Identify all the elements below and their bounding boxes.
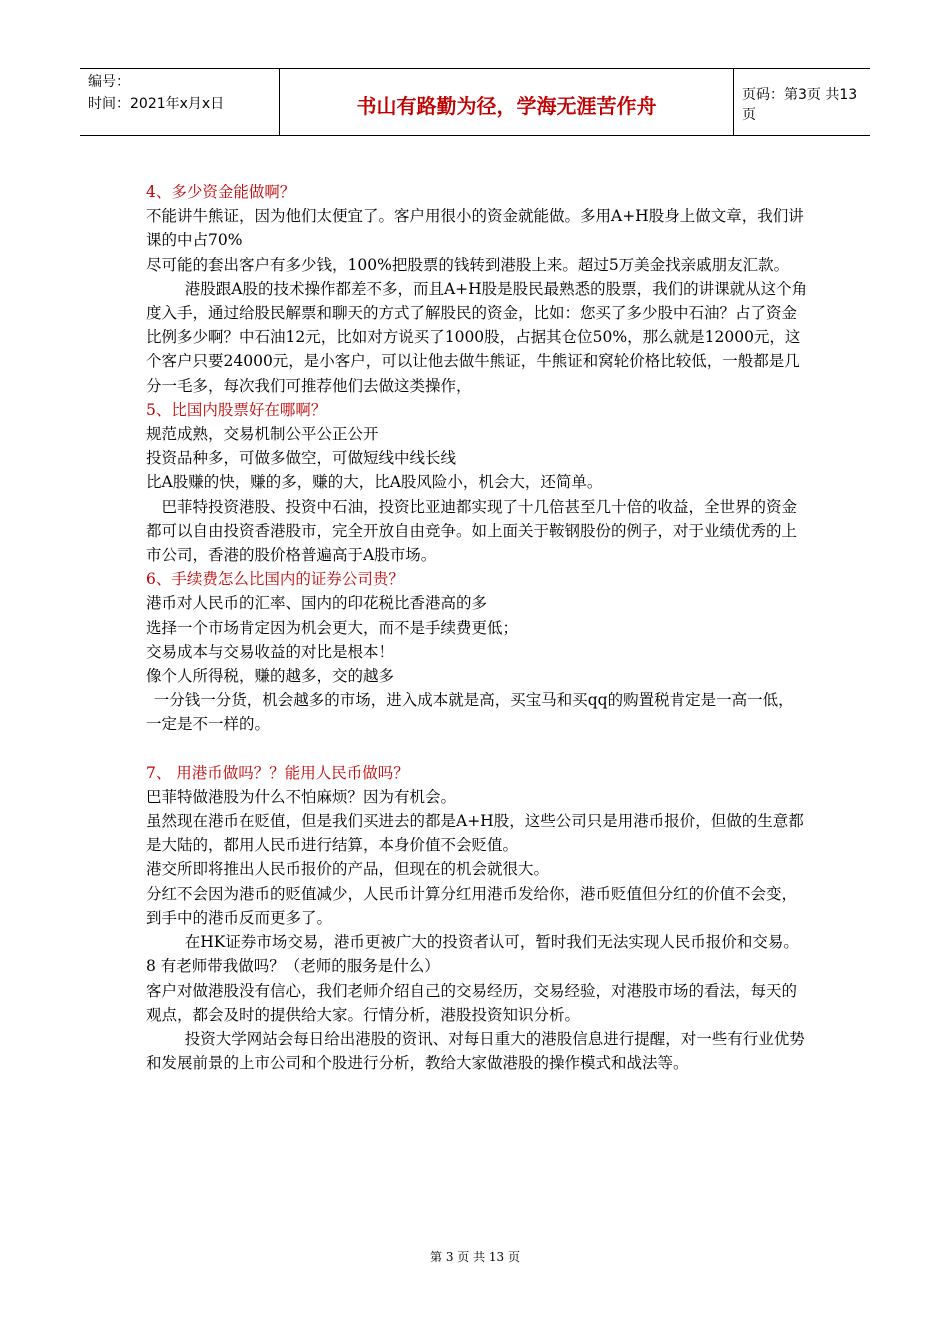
body-paragraph: 分红不会因为港币的贬值减少，人民币计算分红用港币发给你，港币贬值但分红的价值不会变，到手中的港币反而更多了。 bbox=[146, 884, 798, 927]
body-paragraph: 虽然现在港币在贬值，但是我们买进去的都是A+H股，这些公司只是用港币报价，但做的生意都是大陆的，都用人民币进行结算，本身价值不会贬值。 bbox=[146, 812, 804, 855]
body-paragraph: 交易成本与交易收益的对比是根本！ bbox=[146, 642, 395, 661]
section-heading: 6、手续费怎么比国内的证券公司贵？ bbox=[146, 570, 404, 589]
header-page-label: 页码：第3页 共13页 bbox=[742, 87, 858, 123]
body-paragraph: 投资大学网站会每日给出港股的资讯、对每日重大的港股信息进行提醒，对一些有行业优势和发展前景的上市公司和个股进行分析，教给大家做港股的操作模式和战法等。 bbox=[146, 1029, 805, 1073]
document-body bbox=[146, 180, 808, 1075]
number-label: 编号： bbox=[88, 74, 130, 90]
body-paragraph: 港币对人民币的汇率、国内的印花税比香港高的多 bbox=[146, 594, 488, 613]
body-paragraph: 像个人所得税，赚的越多，交的越多 bbox=[146, 667, 395, 686]
header-motto: 书山有路勤为径，学海无涯苦作舟 bbox=[280, 69, 734, 135]
section-heading: 7、 用港币做吗？？能用人民币做吗？ bbox=[146, 763, 409, 782]
body-paragraph: 尽可能的套出客户有多少钱，100%把股票的钱转到港股上来。超过5万美金找亲戚朋友汇款。 bbox=[146, 255, 790, 274]
body-paragraph: 投资品种多，可做多做空，可做短线中线长线 bbox=[146, 449, 457, 468]
section-heading: 5、比国内股票好在哪啊？ bbox=[146, 400, 327, 419]
page-header bbox=[80, 68, 870, 136]
body-paragraph: 规范成熟，交易机制公平公正公开 bbox=[146, 425, 379, 444]
date-label: 时间：2021年x月x日 bbox=[88, 96, 225, 112]
section-heading-plain: 8 有老师带我做吗？（老师的服务是什么） bbox=[146, 957, 440, 976]
body-paragraph: 选择一个市场肯定因为机会更大，而不是手续费更低； bbox=[146, 618, 519, 637]
body-paragraph: 港股跟A股的技术操作都差不多，而且A+H股是股民最熟悉的股票，我们的讲课就从这个角度入手，通过给股民解票和聊天的方式了解股民的资金，比如：您买了多少股中石油？占了资金比例多少啊？中石油12元，比如对方说买了1000股，占据其仓位50%，那么就是12000元，这个客户只要24000元，是小客户，可以让他去做牛熊证，牛熊证和窝轮价格比较低，一般都是几分一毛多，每次我们可推荐他们去做这类操作， bbox=[146, 279, 808, 395]
body-paragraph: 巴菲特投资港股、投资中石油，投资比亚迪都实现了十几倍甚至几十倍的收益，全世界的资金都可以自由投资香港股市，完全开放自由竞争。如上面关于鞍钢股份的例子，对于业绩优秀的上市公司，香港的股价格普遍高于A股市场。 bbox=[146, 497, 798, 565]
header-meta bbox=[80, 69, 280, 135]
page-footer: 第 3 页 共 13 页 bbox=[430, 1250, 520, 1264]
body-paragraph: 港交所即将推出人民币报价的产品，但现在的机会就很大。 bbox=[146, 860, 550, 879]
body-paragraph: 巴菲特做港股为什么不怕麻烦？因为有机会。 bbox=[146, 787, 457, 806]
body-paragraph: 一分钱一分货，机会越多的市场，进入成本就是高，买宝马和买qq的购置税肯定是一高一低，一定是不一样的。 bbox=[146, 691, 794, 734]
body-paragraph: 在HK证券市场交易，港币更被广大的投资者认可，暂时我们无法实现人民币报价和交易。 bbox=[184, 933, 799, 952]
section-heading: 4、多少资金能做啊？ bbox=[146, 183, 296, 201]
body-paragraph: 客户对做港股没有信心，我们老师介绍自己的交易经历，交易经验，对港股市场的看法，每天的观点，都会及时的提供给大家。行情分析，港股投资知识分析。 bbox=[146, 981, 798, 1024]
body-paragraph: 不能讲牛熊证，因为他们太便宜了。客户用很小的资金就能做。多用A+H股身上做文章，我们讲课的中占70% bbox=[146, 207, 804, 250]
blank-line bbox=[146, 737, 808, 761]
body-paragraph: 比A股赚的快，赚的多，赚的大，比A股风险小，机会大，还简单。 bbox=[146, 473, 603, 492]
